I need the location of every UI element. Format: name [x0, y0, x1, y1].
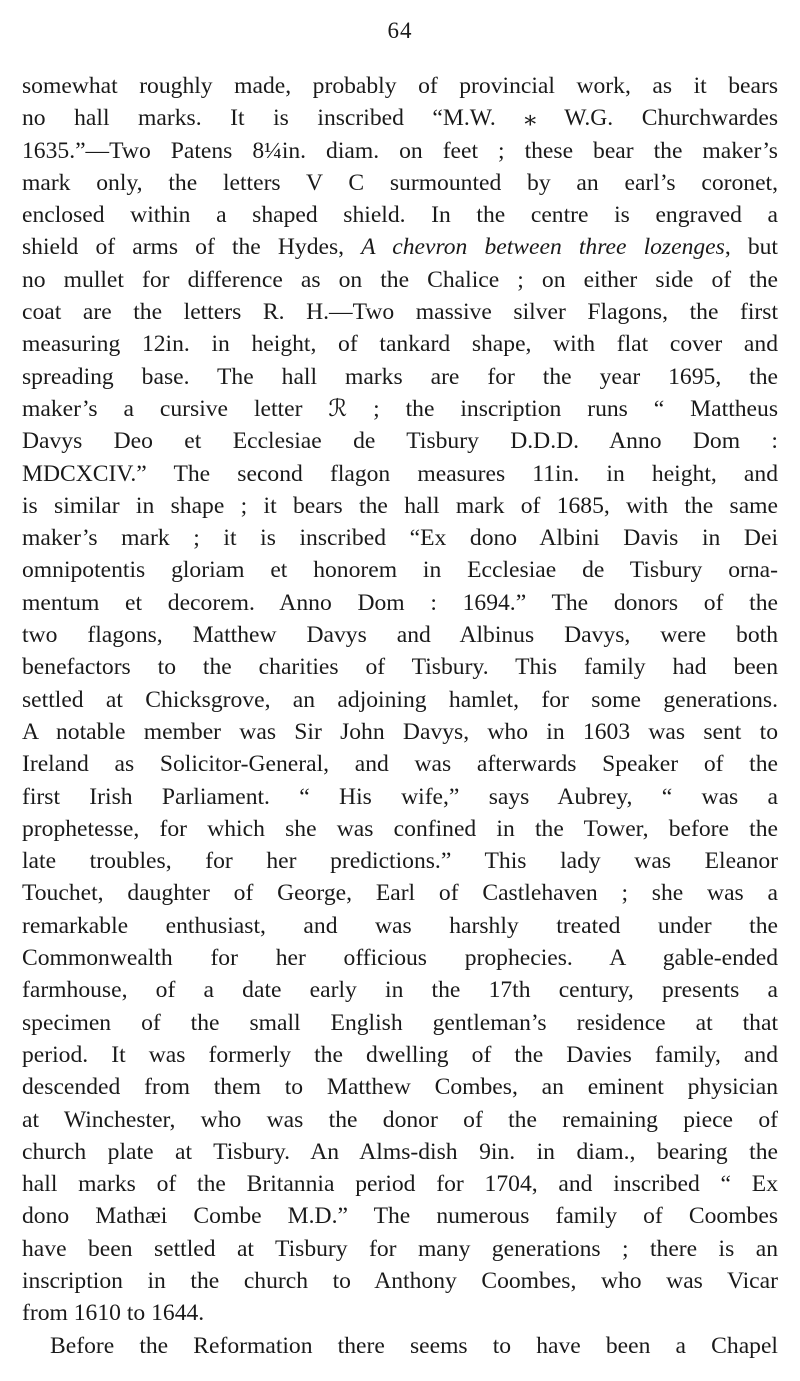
text-line: at Winchester, who was the donor of the remaining piece of: [22, 1106, 778, 1133]
paragraph: [22, 1330, 778, 1362]
text-line: Ireland as Solicitor-General, and was afterwards Speaker of the: [22, 751, 778, 778]
italic-phrase: A chevron between three lozenges: [361, 234, 725, 261]
text-line: descended from them to Matthew Combes, an eminent physician: [22, 1074, 778, 1101]
text-line: specimen of the small English gentleman’s residence at that: [22, 1009, 778, 1036]
text-line: Before the Reformation there seems to have been a Chapel: [50, 1332, 778, 1359]
text-line: no mullet for difference as on the Chalice ; on either side of the: [22, 266, 778, 293]
text-line: A notable member was Sir John Davys, who in 1603 was sent to: [22, 718, 778, 745]
text-line: church plate at Tisbury. An Alms-dish 9in. in diam., bearing the: [22, 1138, 778, 1165]
text-line: somewhat roughly made, probably of provincial work, as it bears: [22, 73, 778, 99]
text-line: Commonwealth for her officious prophecies. A gable-ended: [22, 945, 778, 972]
text-line: Touchet, daughter of George, Earl of Castlehaven ; she was a: [22, 880, 778, 907]
text-line: settled at Chicksgrove, an adjoining hamlet, for some generations.: [22, 686, 778, 713]
text-line: Davys Deo et Ecclesiae de Tisbury D.D.D. Anno Dom :: [22, 428, 778, 455]
text-line: mark only, the letters V C surmounted by an earl’s coronet,: [22, 169, 778, 196]
text-line: first Irish Parliament. “ His wife,” says Aubrey, “ was a: [22, 783, 778, 810]
text-line: no hall marks. It is inscribed “M.W. ⁎ W.G. Churchwardes: [22, 105, 778, 132]
text-line: farmhouse, of a date early in the 17th century, presents a: [22, 977, 778, 1004]
text-line: prophetesse, for which she was confined in the Tower, before the: [22, 815, 778, 842]
text-line: enclosed within a shaped shield. In the centre is engraved a: [22, 202, 778, 229]
text-line: 1635.”—Two Patens 8¼in. diam. on feet ; these bear the maker’s: [22, 137, 778, 164]
text-line: MDCXCIV.” The second flagon measures 11in. in height, and: [22, 460, 778, 487]
body-text: [22, 70, 778, 1362]
text-line: is similar in shape ; it bears the hall mark of 1685, with the same: [22, 492, 778, 519]
text-line: dono Mathæi Combe M.D.” The numerous family of Coombes: [22, 1203, 778, 1230]
text-line: have been settled at Tisbury for many generations ; there is an: [22, 1235, 778, 1262]
text-line: period. It was formerly the dwelling of the Davies family, and: [22, 1041, 778, 1068]
paragraph: [22, 70, 778, 1330]
text-line: mentum et decorem. Anno Dom : 1694.” The donors of the: [22, 589, 778, 616]
text-line: benefactors to the charities of Tisbury. This family had been: [22, 654, 778, 681]
text-line: maker’s a cursive letter ℛ ; the inscription runs “ Mattheus: [22, 395, 778, 422]
text-line: inscription in the church to Anthony Coombes, who was Vicar: [22, 1267, 778, 1294]
text-line: hall marks of the Britannia period for 1704, and inscribed “ Ex: [22, 1171, 778, 1198]
text-line: coat are the letters R. H.—Two massive silver Flagons, the first: [22, 299, 778, 326]
text-line: omnipotentis gloriam et honorem in Ecclesiae de Tisbury orna-: [22, 557, 778, 584]
text-line: spreading base. The hall marks are for the year 1695, the: [22, 363, 778, 390]
page-number: 64: [387, 18, 413, 43]
text-line: two flagons, Matthew Davys and Albinus Davys, were both: [22, 622, 778, 649]
text-line: late troubles, for her predictions.” This lady was Eleanor: [22, 848, 778, 875]
text-line: remarkable enthusiast, and was harshly treated under the: [22, 912, 778, 939]
text-line: measuring 12in. in height, of tankard shape, with flat cover and: [22, 331, 778, 358]
text-line: from 1610 to 1644.: [22, 1300, 205, 1327]
text-line: maker’s mark ; it is inscribed “Ex dono Albini Davis in Dei: [22, 525, 778, 552]
text-line: shield of arms of the Hydes, A chevron between three lozenges, but: [22, 234, 778, 261]
